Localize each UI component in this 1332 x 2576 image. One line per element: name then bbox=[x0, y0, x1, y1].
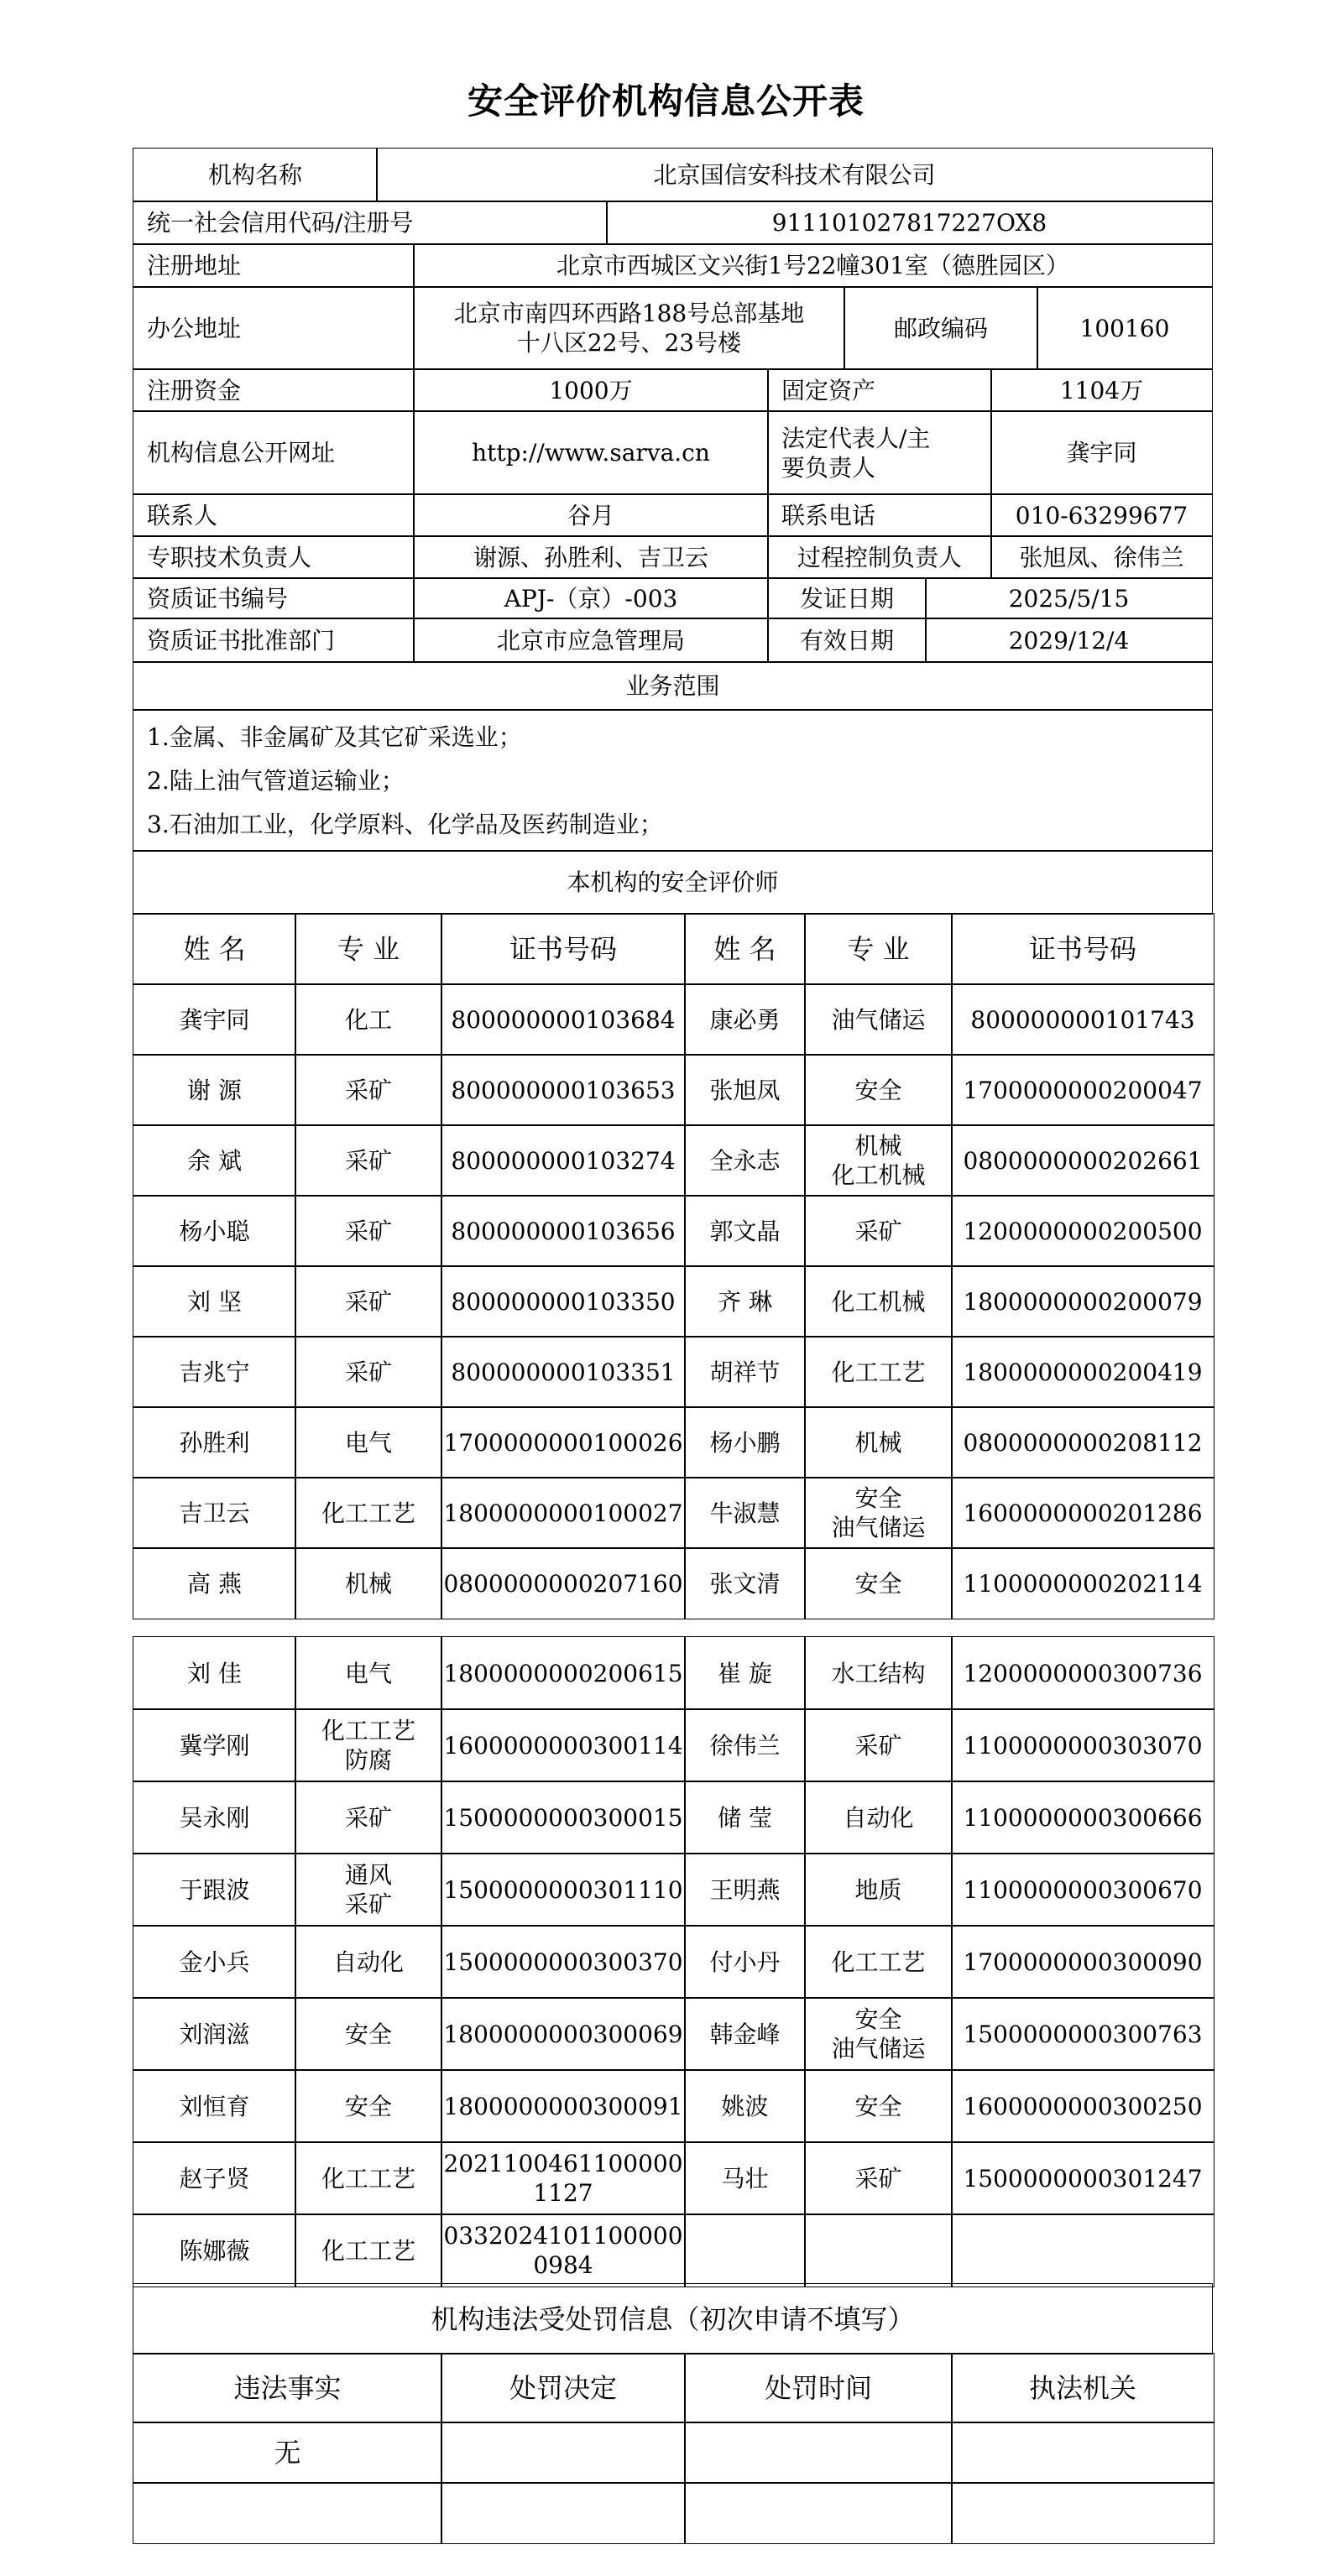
assessor-name: 孙胜利 bbox=[133, 1406, 296, 1478]
assessor-major: 安全 bbox=[804, 2069, 953, 2143]
penalty-violation-fact: 无 bbox=[133, 2422, 442, 2484]
reg-capital-label: 注册资金 bbox=[133, 368, 415, 412]
assessor-name: 储 莹 bbox=[684, 1781, 806, 1854]
scope-item: 2.陆上油气管道运输业； bbox=[147, 766, 405, 795]
assessor-cert-no: 0800000000207160 bbox=[441, 1547, 686, 1619]
penalty-violation-fact bbox=[133, 2482, 442, 2544]
assessor-name: 陈娜薇 bbox=[133, 2214, 296, 2287]
assessor-major: 化工工艺 防腐 bbox=[295, 1708, 442, 1782]
assessor-cert-no: 1500000000301110 bbox=[441, 1853, 686, 1927]
cert-no: APJ-（京）-003 bbox=[413, 577, 769, 619]
assessor-major: 化工工艺 bbox=[804, 1925, 953, 1999]
reg-address-label: 注册地址 bbox=[133, 243, 415, 288]
assessor-cert-no: 1500000000300015 bbox=[441, 1781, 686, 1854]
approval-dept: 北京市应急管理局 bbox=[413, 618, 769, 663]
penalty-enforcement-agency bbox=[951, 2422, 1214, 2484]
assessor-name: 张旭凤 bbox=[684, 1054, 806, 1126]
assessor-major: 化工工艺 bbox=[804, 1336, 953, 1408]
page-title: 安全评价机构信息公开表 bbox=[467, 81, 864, 122]
assessor-header-name: 姓 名 bbox=[684, 913, 806, 985]
assessor-cert-no: 800000000103274 bbox=[441, 1124, 686, 1197]
approval-dept-label: 资质证书批准部门 bbox=[133, 618, 415, 663]
assessor-major: 自动化 bbox=[804, 1781, 953, 1854]
penalty-enforcement-agency bbox=[951, 2482, 1214, 2544]
assessor-major: 采矿 bbox=[804, 1708, 953, 1782]
assessor-name: 余 斌 bbox=[133, 1124, 296, 1197]
website-label: 机构信息公开网址 bbox=[133, 410, 415, 495]
assessor-cert-no: 800000000103351 bbox=[441, 1336, 686, 1408]
assessor-cert-no: 800000000103653 bbox=[441, 1054, 686, 1126]
assessor-cert-no: 0800000000202661 bbox=[951, 1124, 1214, 1197]
assessor-cert-no: 1700000000300090 bbox=[951, 1925, 1214, 1999]
contact: 谷月 bbox=[413, 493, 769, 537]
assessor-cert-no: 1800000000300091 bbox=[441, 2069, 686, 2143]
scope-list bbox=[133, 709, 1213, 852]
assessor-major: 采矿 bbox=[295, 1336, 442, 1408]
org-name: 北京国信安科技术有限公司 bbox=[376, 148, 1213, 202]
org-name-label: 机构名称 bbox=[133, 148, 378, 202]
assessor-name: 张文清 bbox=[684, 1547, 806, 1619]
assessor-name: 吉兆宁 bbox=[133, 1336, 296, 1408]
assessor-major: 油气储运 bbox=[804, 983, 953, 1056]
assessor-header-major: 专 业 bbox=[804, 913, 953, 985]
legal-rep: 龚宇同 bbox=[990, 410, 1213, 495]
assessor-cert-no: 800000000103350 bbox=[441, 1265, 686, 1338]
penalty-header-violation-fact: 违法事实 bbox=[133, 2353, 442, 2423]
assessor-cert-no: 1500000000301247 bbox=[951, 2141, 1214, 2215]
assessor-cert-no: 1200000000300736 bbox=[951, 1636, 1214, 1710]
tech-lead-label: 专职技术负责人 bbox=[133, 535, 415, 579]
phone: 010-63299677 bbox=[990, 493, 1213, 537]
issue-date: 2025/5/15 bbox=[925, 577, 1213, 619]
assessor-name: 牛淑慧 bbox=[684, 1477, 806, 1549]
scope-item: 1.金属、非金属矿及其它矿采选业； bbox=[147, 722, 522, 751]
reg-capital: 1000万 bbox=[413, 368, 769, 412]
assessor-cert-no: 1100000000300666 bbox=[951, 1781, 1214, 1854]
assessor-cert-no: 1800000000200419 bbox=[951, 1336, 1214, 1408]
assessor-name: 刘恒育 bbox=[133, 2069, 296, 2143]
assessor-header-cert-no: 证书号码 bbox=[951, 913, 1214, 985]
penalty-header-enforcement-agency: 执法机关 bbox=[951, 2353, 1214, 2423]
assessor-name: 冀学刚 bbox=[133, 1708, 296, 1782]
reg-address: 北京市西城区文兴街1号22幢301室（德胜园区） bbox=[413, 243, 1213, 288]
assessor-name: 王明燕 bbox=[684, 1853, 806, 1927]
postcode: 100160 bbox=[1037, 286, 1213, 370]
assessor-name: 姚波 bbox=[684, 2069, 806, 2143]
assessor-cert-no: 800000000103684 bbox=[441, 983, 686, 1056]
issue-date-label: 发证日期 bbox=[767, 577, 927, 619]
assessor-name: 金小兵 bbox=[133, 1925, 296, 1999]
assessor-major: 机械 bbox=[295, 1547, 442, 1619]
assessor-major: 采矿 bbox=[295, 1781, 442, 1854]
assessor-major: 电气 bbox=[295, 1406, 442, 1478]
assessor-name: 胡祥节 bbox=[684, 1336, 806, 1408]
assessor-major: 采矿 bbox=[295, 1054, 442, 1126]
assessor-name: 马壮 bbox=[684, 2141, 806, 2215]
assessor-name: 崔 旋 bbox=[684, 1636, 806, 1710]
assessor-major: 化工工艺 bbox=[295, 2214, 442, 2287]
assessor-cert-no: 1700000000200047 bbox=[951, 1054, 1214, 1126]
assessor-cert-no: 1700000000100026 bbox=[441, 1406, 686, 1478]
assessor-major: 采矿 bbox=[295, 1124, 442, 1197]
process-lead: 张旭凤、徐伟兰 bbox=[990, 535, 1213, 579]
assessor-cert-no: 1600000000300250 bbox=[951, 2069, 1214, 2143]
assessor-cert-no: 1100000000202114 bbox=[951, 1547, 1214, 1619]
assessor-cert-no: 1800000000300069 bbox=[441, 1997, 686, 2071]
penalty-title: 机构违法受处罚信息（初次申请不填写） bbox=[133, 2283, 1213, 2354]
website: http://www.sarva.cn bbox=[413, 410, 769, 495]
assessor-cert-no: 1500000000300370 bbox=[441, 1925, 686, 1999]
credit-code-label: 统一社会信用代码/注册号 bbox=[133, 201, 608, 245]
assessor-header-major: 专 业 bbox=[295, 913, 442, 985]
assessor-name: 齐 琳 bbox=[684, 1265, 806, 1338]
assessor-cert-no: 1600000000300114 bbox=[441, 1708, 686, 1782]
assessor-major: 安全 bbox=[804, 1547, 953, 1619]
assessor-major: 化工机械 bbox=[804, 1265, 953, 1338]
fixed-assets-label: 固定资产 bbox=[767, 368, 992, 412]
assessor-cert-no: 1800000000200079 bbox=[951, 1265, 1214, 1338]
phone-label: 联系电话 bbox=[767, 493, 992, 537]
assessor-cert-no bbox=[951, 2214, 1214, 2287]
assessor-major: 机械 bbox=[804, 1406, 953, 1478]
process-lead-label: 过程控制负责人 bbox=[767, 535, 992, 579]
assessor-major: 电气 bbox=[295, 1636, 442, 1710]
office-address: 北京市南四环西路188号总部基地 十八区22号、23号楼 bbox=[413, 286, 845, 370]
assessor-name: 康必勇 bbox=[684, 983, 806, 1056]
penalty-penalty-time bbox=[684, 2482, 953, 2544]
assessor-cert-no: 1100000000303070 bbox=[951, 1708, 1214, 1782]
assessor-major: 水工结构 bbox=[804, 1636, 953, 1710]
assessor-name: 杨小聪 bbox=[133, 1195, 296, 1267]
assessor-major: 化工 bbox=[295, 983, 442, 1056]
assessor-major: 地质 bbox=[804, 1853, 953, 1927]
assessor-cert-no: 1200000000200500 bbox=[951, 1195, 1214, 1267]
assessor-major: 采矿 bbox=[295, 1265, 442, 1338]
assessor-major: 化工工艺 bbox=[295, 2141, 442, 2215]
penalty-header-penalty-decision: 处罚决定 bbox=[441, 2353, 686, 2423]
credit-code: 911101027817227OX8 bbox=[606, 201, 1213, 245]
assessor-major: 安全 bbox=[804, 1054, 953, 1126]
postcode-label: 邮政编码 bbox=[844, 286, 1038, 370]
fixed-assets: 1104万 bbox=[990, 368, 1213, 412]
assessor-name: 刘润滋 bbox=[133, 1997, 296, 2071]
contact-label: 联系人 bbox=[133, 493, 415, 537]
assessor-major: 安全 油气储运 bbox=[804, 1997, 953, 2071]
assessor-name: 刘 佳 bbox=[133, 1636, 296, 1710]
assessor-name: 刘 坚 bbox=[133, 1265, 296, 1338]
scope-item: 3.石油加工业，化学原料、化学品及医药制造业； bbox=[147, 810, 663, 838]
valid-date-label: 有效日期 bbox=[767, 618, 927, 663]
assessor-name: 吉卫云 bbox=[133, 1477, 296, 1549]
assessor-name: 郭文晶 bbox=[684, 1195, 806, 1267]
assessor-major: 化工工艺 bbox=[295, 1477, 442, 1549]
assessor-cert-no: 800000000103656 bbox=[441, 1195, 686, 1267]
assessor-cert-no: 1800000000100027 bbox=[441, 1477, 686, 1549]
assessor-name: 于跟波 bbox=[133, 1853, 296, 1927]
legal-rep-label: 法定代表人/主 要负责人 bbox=[767, 410, 992, 495]
assessor-major: 采矿 bbox=[804, 1195, 953, 1267]
tech-lead: 谢源、孙胜利、吉卫云 bbox=[413, 535, 769, 579]
assessor-name: 谢 源 bbox=[133, 1054, 296, 1126]
assessor-major: 采矿 bbox=[804, 2141, 953, 2215]
assessor-cert-no: 1100000000300670 bbox=[951, 1853, 1214, 1927]
assessor-name: 杨小鹏 bbox=[684, 1406, 806, 1478]
assessor-name: 高 燕 bbox=[133, 1547, 296, 1619]
penalty-penalty-decision bbox=[441, 2422, 686, 2484]
assessor-major: 自动化 bbox=[295, 1925, 442, 1999]
assessor-name: 赵子贤 bbox=[133, 2141, 296, 2215]
scope-title: 业务范围 bbox=[133, 661, 1213, 711]
office-address-label: 办公地址 bbox=[133, 286, 415, 370]
penalty-header-penalty-time: 处罚时间 bbox=[684, 2353, 953, 2423]
assessor-name: 徐伟兰 bbox=[684, 1708, 806, 1782]
assessor-cert-no: 1500000000300763 bbox=[951, 1997, 1214, 2071]
assessors-title: 本机构的安全评价师 bbox=[133, 850, 1213, 915]
assessor-cert-no: 0800000000208112 bbox=[951, 1406, 1214, 1478]
assessor-cert-no: 1800000000200615 bbox=[441, 1636, 686, 1710]
assessor-major: 安全 bbox=[295, 1997, 442, 2071]
assessor-cert-no: 2021100461100000 1127 bbox=[441, 2141, 686, 2215]
assessor-name: 韩金峰 bbox=[684, 1997, 806, 2071]
assessor-cert-no: 800000000101743 bbox=[951, 983, 1214, 1056]
assessor-name bbox=[684, 2214, 806, 2287]
cert-no-label: 资质证书编号 bbox=[133, 577, 415, 619]
assessor-header-cert-no: 证书号码 bbox=[441, 913, 686, 985]
assessor-header-name: 姓 名 bbox=[133, 913, 296, 985]
assessor-cert-no: 1600000000201286 bbox=[951, 1477, 1214, 1549]
penalty-penalty-time bbox=[684, 2422, 953, 2484]
assessor-major: 机械 化工机械 bbox=[804, 1124, 953, 1197]
assessor-name: 吴永刚 bbox=[133, 1781, 296, 1854]
assessor-major: 安全 bbox=[295, 2069, 442, 2143]
assessor-major bbox=[804, 2214, 953, 2287]
assessor-name: 龚宇同 bbox=[133, 983, 296, 1056]
assessor-name: 付小丹 bbox=[684, 1925, 806, 1999]
valid-date: 2029/12/4 bbox=[925, 618, 1213, 663]
assessor-major: 采矿 bbox=[295, 1195, 442, 1267]
assessor-major: 通风 采矿 bbox=[295, 1853, 442, 1927]
penalty-penalty-decision bbox=[441, 2482, 686, 2544]
assessor-cert-no: 0332024101100000 0984 bbox=[441, 2214, 686, 2287]
assessor-name: 全永志 bbox=[684, 1124, 806, 1197]
assessor-major: 安全 油气储运 bbox=[804, 1477, 953, 1549]
